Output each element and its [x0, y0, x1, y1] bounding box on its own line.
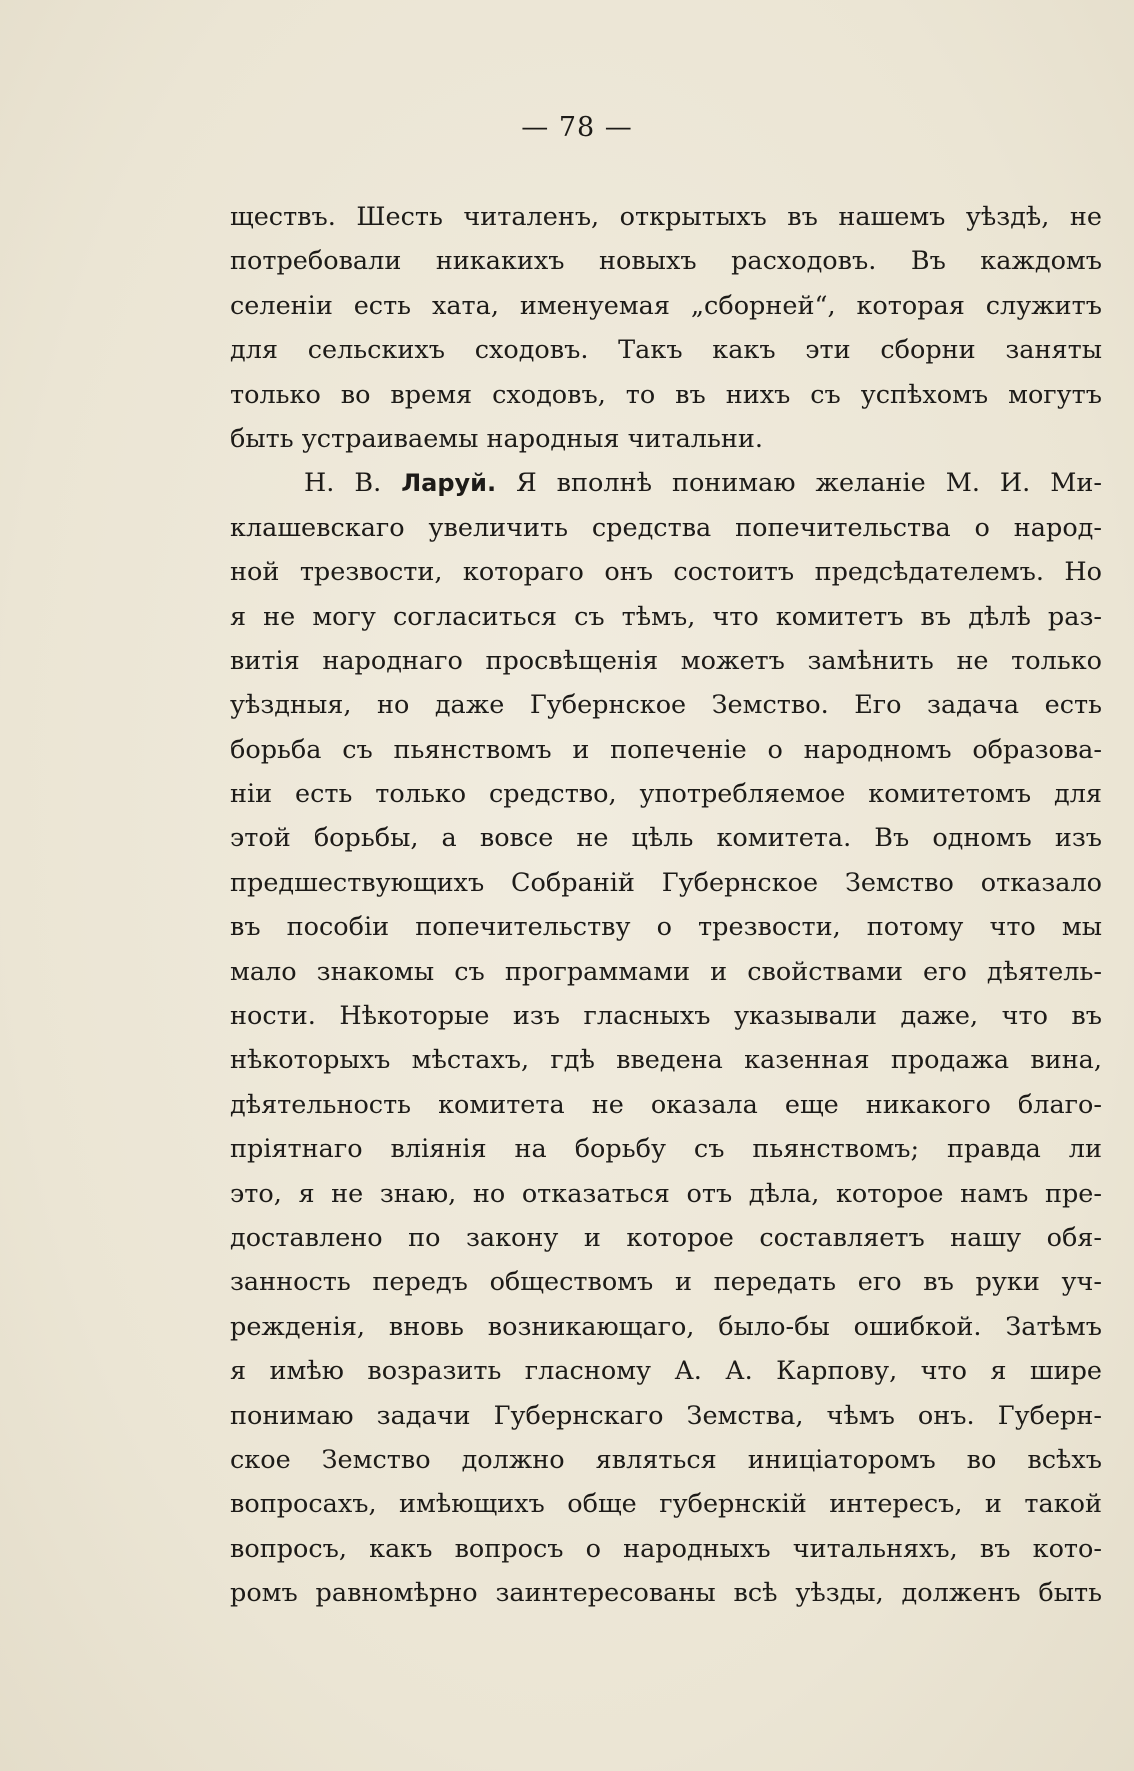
text-line: доставлено по закону и которое составляетъ нашу обя-: [230, 1222, 1102, 1253]
text-line: витія народнаго просвѣщенія можетъ замѣнить не только: [230, 645, 1102, 676]
text-line: селеніи есть хата, именуемая „сборней“, которая служитъ: [230, 290, 1102, 321]
text-line: ромъ равномѣрно заинтересованы всѣ уѣзды, долженъ быть: [230, 1578, 1102, 1609]
text-line: занность передъ обществомъ и передать его въ руки уч-: [230, 1267, 1102, 1298]
text-line: ніи есть только средство, употребляемое комитетомъ для: [230, 779, 1102, 810]
text-line: ности. Нѣкоторые изъ гласныхъ указывали даже, что въ: [230, 1001, 1102, 1032]
text-line: потребовали никакихъ новыхъ расходовъ. Въ каждомъ: [230, 246, 1102, 277]
text-line: борьба съ пьянствомъ и попеченіе о народномъ образова-: [230, 734, 1102, 765]
speaker-line: [230, 461, 1102, 505]
text-line: ществъ. Шесть читаленъ, открытыхъ въ нашемъ уѣздѣ, не: [230, 202, 1102, 232]
text-line: ское Земство должно являться иниціаторомъ во всѣхъ: [230, 1444, 1102, 1475]
body-text: [230, 195, 1102, 1616]
text-line: дѣятельность комитета не оказала еще никакого благо-: [230, 1089, 1102, 1120]
text-line: понимаю задачи Губернскаго Земства, чѣмъ онъ. Губерн-: [230, 1400, 1102, 1431]
text-line: я имѣю возразить гласному А. А. Карпову, что я шире: [230, 1356, 1102, 1387]
paragraph-2: [230, 461, 1102, 1615]
text-line: въ пособіи попечительству о трезвости, потому что мы: [230, 912, 1102, 943]
speaker-name: Ларуй.: [401, 469, 497, 498]
text-line: пріятнаго вліянія на борьбу съ пьянствомъ; правда ли: [230, 1134, 1102, 1165]
speaker-initials: Н. В.: [304, 468, 382, 499]
text-line: предшествующихъ Собраній Губернское Земство отказало: [230, 867, 1102, 898]
text-line: клашевскаго увеличить средства попечительства о народ-: [230, 512, 1102, 543]
text-line: только во время сходовъ, то въ нихъ съ успѣхомъ могутъ: [230, 379, 1102, 410]
text-line: уѣздныя, но даже Губернское Земство. Его задача есть: [230, 690, 1102, 721]
text-line: этой борьбы, а вовсе не цѣль комитета. Въ одномъ изъ: [230, 823, 1102, 854]
text-line: вопросахъ, имѣющихъ обще губернскій интересъ, и такой: [230, 1489, 1102, 1520]
text-line: это, я не знаю, но отказаться отъ дѣла, которое намъ пре-: [230, 1178, 1102, 1209]
text-line: я не могу согласиться съ тѣмъ, что комитетъ въ дѣлѣ раз-: [230, 601, 1102, 632]
speaker-line-text: Я вполнѣ понимаю желаніе М. И. Ми-: [516, 468, 1102, 499]
page-number: — 78 —: [521, 112, 633, 143]
text-line: нѣкоторыхъ мѣстахъ, гдѣ введена казенная продажа вина,: [230, 1045, 1102, 1076]
text-line: режденія, вновь возникающаго, было-бы ошибкой. Затѣмъ: [230, 1311, 1102, 1342]
text-line: быть устраиваемы народныя читальни.: [230, 423, 763, 454]
text-line: ной трезвости, котораго онъ состоитъ предсѣдателемъ. Но: [230, 557, 1102, 588]
paragraph-1: [230, 195, 1102, 461]
text-line: мало знакомы съ программами и свойствами его дѣятель-: [230, 956, 1102, 987]
text-line: вопросъ, какъ вопросъ о народныхъ читальняхъ, въ кото-: [230, 1533, 1102, 1564]
text-line: для сельскихъ сходовъ. Такъ какъ эти сборни заняты: [230, 335, 1102, 366]
